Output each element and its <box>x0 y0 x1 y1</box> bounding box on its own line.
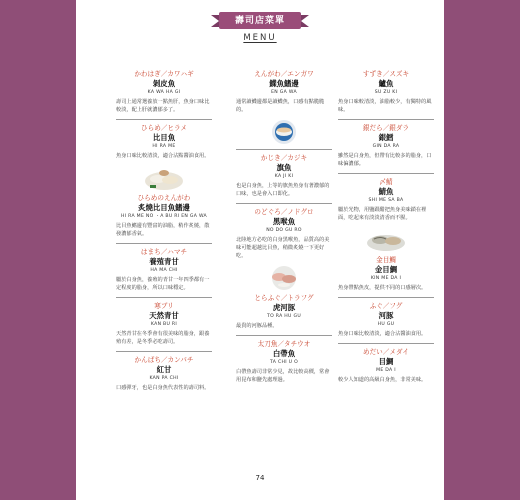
divider <box>116 243 212 244</box>
item-japanese-name: かんぱち／カンパチ <box>134 356 194 364</box>
item-chinese-name: 養殖青甘 <box>149 257 179 266</box>
item-romaji: EN GA WA <box>271 90 297 95</box>
item-romaji: KIN ME DA I <box>370 276 402 281</box>
menu-column-3 <box>338 70 434 389</box>
menu-item <box>338 124 434 168</box>
right-purple-border <box>444 0 520 500</box>
item-description: 較少人知道的高級白身魚，非常美味。 <box>338 377 427 383</box>
menu-item <box>116 194 212 238</box>
item-japanese-name: はまち／ハマチ <box>140 248 188 256</box>
item-romaji: HI RA ME NO ・A BU RI EN GA WA <box>121 214 207 219</box>
item-description: 屬於白身魚，養殖的青甘一年四季都有一定程度的脂身，所以口味穩定。 <box>116 277 210 291</box>
item-japanese-name: ひらめのえんがわ <box>137 194 191 202</box>
menu-item <box>236 70 332 114</box>
item-japanese-name: のどぐろ／ノドグロ <box>254 208 314 216</box>
item-romaji: KA JI KI <box>274 174 294 179</box>
item-japanese-name: 太刀魚／タチウオ <box>257 340 311 348</box>
item-romaji: ME DA I <box>376 368 396 373</box>
menu-column-2 <box>236 70 332 389</box>
item-japanese-name: 銀だら／銀ダラ <box>362 124 410 132</box>
page-number: 74 <box>255 474 265 482</box>
item-chinese-name: 虎河豚 <box>272 303 296 312</box>
divider <box>338 119 434 120</box>
item-description: 口感彈牙，也是白身魚代表性的壽司料。 <box>116 385 210 391</box>
item-japanese-name: えんがわ／エンガワ <box>254 70 314 78</box>
item-description: 魚身口味比較清淡，適合沾點醬油食用。 <box>116 153 210 159</box>
divider <box>338 173 434 174</box>
item-romaji: GIN DA RA <box>372 144 400 149</box>
item-japanese-name: とらふぐ／トラフグ <box>254 294 314 302</box>
menu-item <box>338 348 434 384</box>
item-description: 魚身帶點魚皮，提供不同的口感層次。 <box>338 285 427 291</box>
item-chinese-name: 炙燒比目魚鰭邊 <box>138 203 190 212</box>
item-description: 最貴的河豚品種。 <box>236 323 278 329</box>
menu-item <box>338 70 434 114</box>
item-japanese-name: ふぐ／フグ <box>369 302 403 310</box>
menu-subtitle: MENU <box>243 33 277 43</box>
divider <box>116 119 212 120</box>
sushi-photo <box>144 165 184 191</box>
divider <box>236 203 332 204</box>
item-romaji: SU ZU KI <box>374 90 398 95</box>
item-romaji: KAN BU RI <box>150 322 178 327</box>
item-romaji: KA WA HA GI <box>147 90 181 95</box>
divider <box>338 297 434 298</box>
item-description: 白帶魚壽司非常少見，故比較高價，常會用昆布和鹽先處理過。 <box>236 369 330 383</box>
menu-item <box>338 256 434 292</box>
item-romaji: NO DO GU RO <box>266 228 302 233</box>
item-romaji: TO RA HU GU <box>267 314 301 319</box>
item-japanese-name: 金目鯛 <box>376 256 396 264</box>
item-chinese-name: 目鯛 <box>378 357 394 366</box>
divider <box>116 351 212 352</box>
item-romaji: HU GU <box>377 322 395 327</box>
item-japanese-name: ひらめ／ヒラメ <box>141 124 187 132</box>
divider <box>338 343 434 344</box>
item-chinese-name: 白帶魚 <box>272 349 296 358</box>
item-romaji: SHI ME SA BA <box>368 198 404 203</box>
item-description: 魚身口味比較清淡，適合沾醬油食用。 <box>338 331 427 337</box>
item-chinese-name: 比目魚 <box>152 133 176 142</box>
divider <box>236 335 332 336</box>
left-purple-border <box>0 0 76 500</box>
item-romaji: HA MA CHI <box>150 268 178 273</box>
divider <box>236 149 332 150</box>
menu-item <box>116 356 212 392</box>
menu-item <box>116 302 212 346</box>
item-description: 也是白身魚，上等的旗魚魚身有著濃郁的口味，也是會入口即化。 <box>236 183 330 197</box>
item-japanese-name: めだい／メダイ <box>362 348 410 356</box>
item-romaji: TA CHI U O <box>270 360 298 365</box>
menu-item <box>338 302 434 338</box>
item-description: 通常讀鰈邊都是讀鰈魚，口感有點脆脆的。 <box>236 99 325 113</box>
menu-item <box>116 124 212 160</box>
menu-page <box>76 0 444 500</box>
sushi-photo <box>264 119 304 145</box>
page-title: 壽司店菜單 <box>234 16 285 26</box>
item-chinese-name: 河豚 <box>378 311 394 320</box>
item-description: 北陸地方必吃的白身黑喉魚，品質高的美味可能超越比目魚，稍微炙燒一下更好吃。 <box>236 237 330 259</box>
menu-column-1 <box>116 70 212 397</box>
menu-item <box>338 178 434 222</box>
item-romaji: KAN PA CHI <box>149 376 179 381</box>
menu-item <box>116 70 212 114</box>
item-japanese-name: かじき／カジキ <box>260 154 308 162</box>
item-chinese-name: 剝皮魚 <box>152 79 176 88</box>
item-japanese-name: 寒ブリ <box>154 302 174 310</box>
sushi-photo <box>366 227 406 253</box>
item-chinese-name: 鱸魚 <box>378 79 394 88</box>
item-japanese-name: かわはぎ／カワハギ <box>134 70 194 78</box>
item-romaji: HI RA ME <box>152 144 176 149</box>
item-chinese-name: 鯖魚 <box>378 187 394 196</box>
menu-item <box>236 208 332 260</box>
item-description: 比目魚鰭邊有豐富的油脂，稍作炙燒，散發濃郁香氣。 <box>116 223 210 237</box>
item-chinese-name: 紅甘 <box>156 365 172 374</box>
divider <box>116 297 212 298</box>
item-description: 天然青甘在冬季會有很美味的脂身，跟養殖有差，是冬季必吃壽司。 <box>116 331 210 345</box>
menu-item <box>236 294 332 330</box>
item-chinese-name: 金目鯛 <box>374 265 398 274</box>
item-japanese-name: 〆鯖 <box>379 178 393 186</box>
item-japanese-name: すずき／スズキ <box>362 70 410 78</box>
item-chinese-name: 鰈魚鰭邊 <box>269 79 299 88</box>
menu-item <box>236 154 332 198</box>
title-banner <box>211 12 309 30</box>
item-chinese-name: 黑喉魚 <box>272 217 296 226</box>
item-chinese-name: 天然青甘 <box>149 311 179 320</box>
item-chinese-name: 旗魚 <box>276 163 292 172</box>
sushi-photo <box>264 265 304 291</box>
item-description: 壽司上通常選養放一點魚肝，魚身口味比較淡，配上肝就濃郁多了。 <box>116 99 210 113</box>
item-chinese-name: 銀鱈 <box>378 133 394 142</box>
item-description: 魚身口味較清淡，油脂較少，有獨特的風味。 <box>338 99 432 113</box>
item-description: 雖然是白身魚，但帶有比較多的脂身，口味偏濃郁。 <box>338 153 432 167</box>
menu-item <box>116 248 212 292</box>
item-description: 屬於光物，用鹽跟醋把魚身美味鎖在裡面，吃起來有淡淡清香而不腥。 <box>338 207 427 221</box>
menu-item <box>236 340 332 384</box>
